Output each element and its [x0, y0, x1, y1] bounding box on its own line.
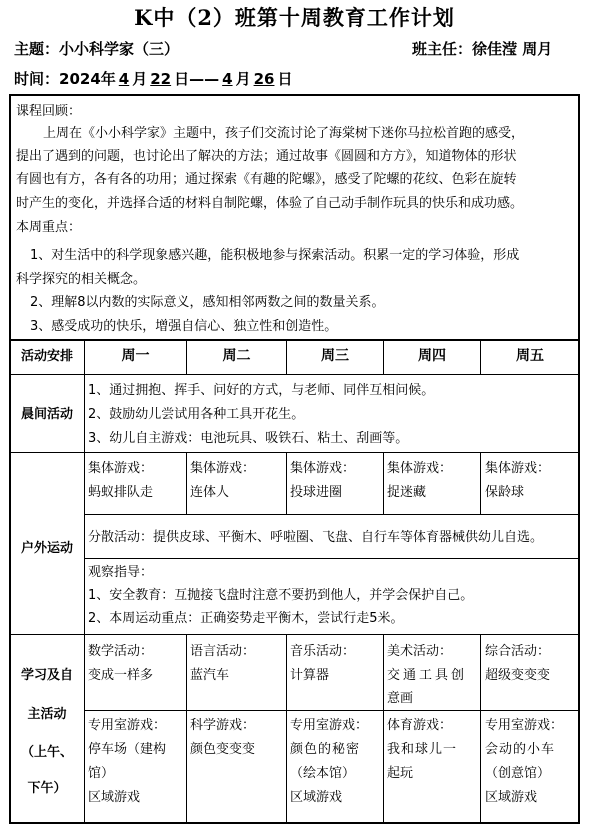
group-game-label: 集体游戏： — [190, 461, 256, 476]
observe-heading: 观察指导： — [88, 565, 154, 580]
special-thu: 体育游戏： — [387, 718, 453, 733]
teacher-line — [412, 38, 552, 59]
review-line: 上周在《小小科学家》主题中，孩子们交流讨论了海棠树下迷你马拉松首跑的感受， — [43, 126, 525, 141]
study-label: 主活动 — [27, 707, 67, 722]
day-header-tue: 周二 — [222, 348, 251, 364]
study-type-tue: 语言活动： — [190, 644, 256, 659]
group-game-label: 集体游戏： — [485, 461, 551, 476]
morning-item: 1、通过拥抱、挥手、问好的方式，与老师、同伴互相问候。 — [88, 383, 435, 398]
special-mon: 馆） — [88, 766, 115, 781]
review-line: 有圆也有方，各有各的功用；通过探索《有趣的陀螺》，感受了陀螺的花纹、色彩在旋转 — [16, 172, 517, 187]
study-label: 学习及自 — [20, 668, 73, 683]
observe-item: 1、安全教育：互抛接飞盘时注意不要扔到他人，并学会保护自己。 — [88, 588, 474, 603]
day-header-thu: 周四 — [418, 348, 446, 364]
observe-item: 2、本周运动重点：正确姿势走平衡木，尝试行走5米。 — [88, 611, 404, 626]
teacher-names: 徐佳滢 周月 — [472, 40, 553, 58]
year: 2024 — [59, 70, 101, 88]
special-wed: 区域游戏 — [290, 790, 343, 805]
study-name-mon: 变成一样多 — [88, 668, 154, 683]
end-day: 26 — [253, 70, 275, 88]
outdoor-label: 户外运动 — [20, 541, 73, 556]
review-heading: 课程回顾： — [16, 104, 82, 119]
special-wed: 专用室游戏： — [290, 718, 369, 733]
special-tue: 科学游戏： — [190, 718, 256, 733]
group-game-wed: 投球进圈 — [290, 485, 343, 500]
study-type-wed: 音乐活动： — [290, 644, 356, 659]
study-type-fri: 综合活动： — [485, 644, 551, 659]
study-type-thu: 美术活动： — [387, 644, 453, 659]
focus-item: 科学探究的相关概念。 — [16, 272, 147, 287]
date-dash: —— — [189, 70, 220, 88]
special-mon: 区域游戏 — [88, 790, 141, 805]
month-unit: 月 — [132, 70, 148, 88]
group-game-label: 集体游戏： — [290, 461, 356, 476]
special-thu: 起玩 — [387, 766, 414, 781]
group-game-fri: 保龄球 — [485, 485, 525, 500]
group-game-tue: 连体人 — [190, 485, 230, 500]
review-line: 时产生的变化，并选择合适的材料自制陀螺，体验了自己动手制作玩具的快乐和成功感。 — [16, 196, 524, 211]
focus-heading: 本周重点： — [16, 220, 82, 235]
morning-item: 2、鼓励幼儿尝试用各种工具开花生。 — [88, 407, 305, 422]
start-month: 4 — [118, 70, 130, 88]
group-game-thu: 捉迷藏 — [387, 485, 427, 500]
study-label: （上午、 — [20, 745, 73, 760]
study-name-thu: 意画 — [387, 691, 414, 706]
review-line: 提出了遇到的问题，也讨论出了解决的方法；通过故事《圆圆和方方》，知道物体的形状 — [16, 149, 517, 164]
group-game-label: 集体游戏： — [88, 461, 154, 476]
study-name-fri: 超级变变变 — [485, 668, 551, 683]
study-type-mon: 数学活动： — [88, 644, 154, 659]
focus-item: 3、感受成功的快乐，增强自信心、独立性和创造性。 — [30, 319, 338, 334]
day-header-fri: 周五 — [516, 348, 544, 364]
special-fri: 专用室游戏： — [485, 718, 564, 733]
day-header-mon: 周一 — [121, 348, 150, 364]
teacher-label: 班主任： — [412, 40, 473, 58]
special-mon: 停车场（建构 — [88, 742, 167, 757]
end-month: 4 — [222, 70, 233, 88]
special-wed: 颜色的秘密 — [290, 742, 361, 757]
group-game-label: 集体游戏： — [387, 461, 453, 476]
study-name-tue: 蓝汽车 — [190, 668, 230, 683]
corner-header: 活动安排 — [20, 349, 73, 364]
day-unit: 日 — [174, 70, 190, 88]
day-unit: 日 — [277, 70, 293, 88]
special-tue: 颜色变变变 — [190, 742, 256, 757]
study-label: 下午） — [27, 781, 67, 796]
month-unit: 月 — [235, 70, 251, 88]
morning-label: 晨间活动 — [20, 407, 73, 422]
special-mon: 专用室游戏： — [88, 718, 167, 733]
page-title: K中（2）班第十周教育工作计划 — [134, 5, 455, 30]
study-name-wed: 计算器 — [290, 668, 330, 683]
special-fri: 区域游戏 — [485, 790, 538, 805]
time-label: 时间： — [14, 70, 60, 88]
year-unit: 年 — [100, 70, 116, 88]
day-header-wed: 周三 — [321, 348, 349, 364]
focus-item: 2、理解8以内数的实际意义，感知相邻两数之间的数量关系。 — [30, 295, 385, 310]
start-day: 22 — [150, 70, 172, 88]
theme-line — [14, 38, 179, 59]
theme-value: 小小科学家（三） — [59, 40, 180, 58]
time-line — [14, 68, 292, 89]
special-wed: （绘本馆） — [290, 766, 356, 781]
special-fri: （创意馆） — [485, 766, 551, 781]
special-fri: 会动的小车 — [485, 742, 556, 757]
study-name-thu: 交通工具创 — [387, 668, 468, 683]
morning-item: 3、幼儿自主游戏：电池玩具、吸铁石、粘土、刮画等。 — [88, 431, 409, 446]
group-game-mon: 蚂蚁排队走 — [88, 485, 154, 500]
scatter-activity: 分散活动：提供皮球、平衡木、呼啦圈、飞盘、自行车等体育器械供幼儿自选。 — [88, 530, 544, 545]
focus-item: 1、对生活中的科学现象感兴趣，能积极地参与探索活动。积累一定的学习体验，形成 — [30, 248, 520, 263]
theme-label: 主题： — [14, 40, 60, 58]
special-thu: 我和球儿一 — [387, 742, 458, 757]
